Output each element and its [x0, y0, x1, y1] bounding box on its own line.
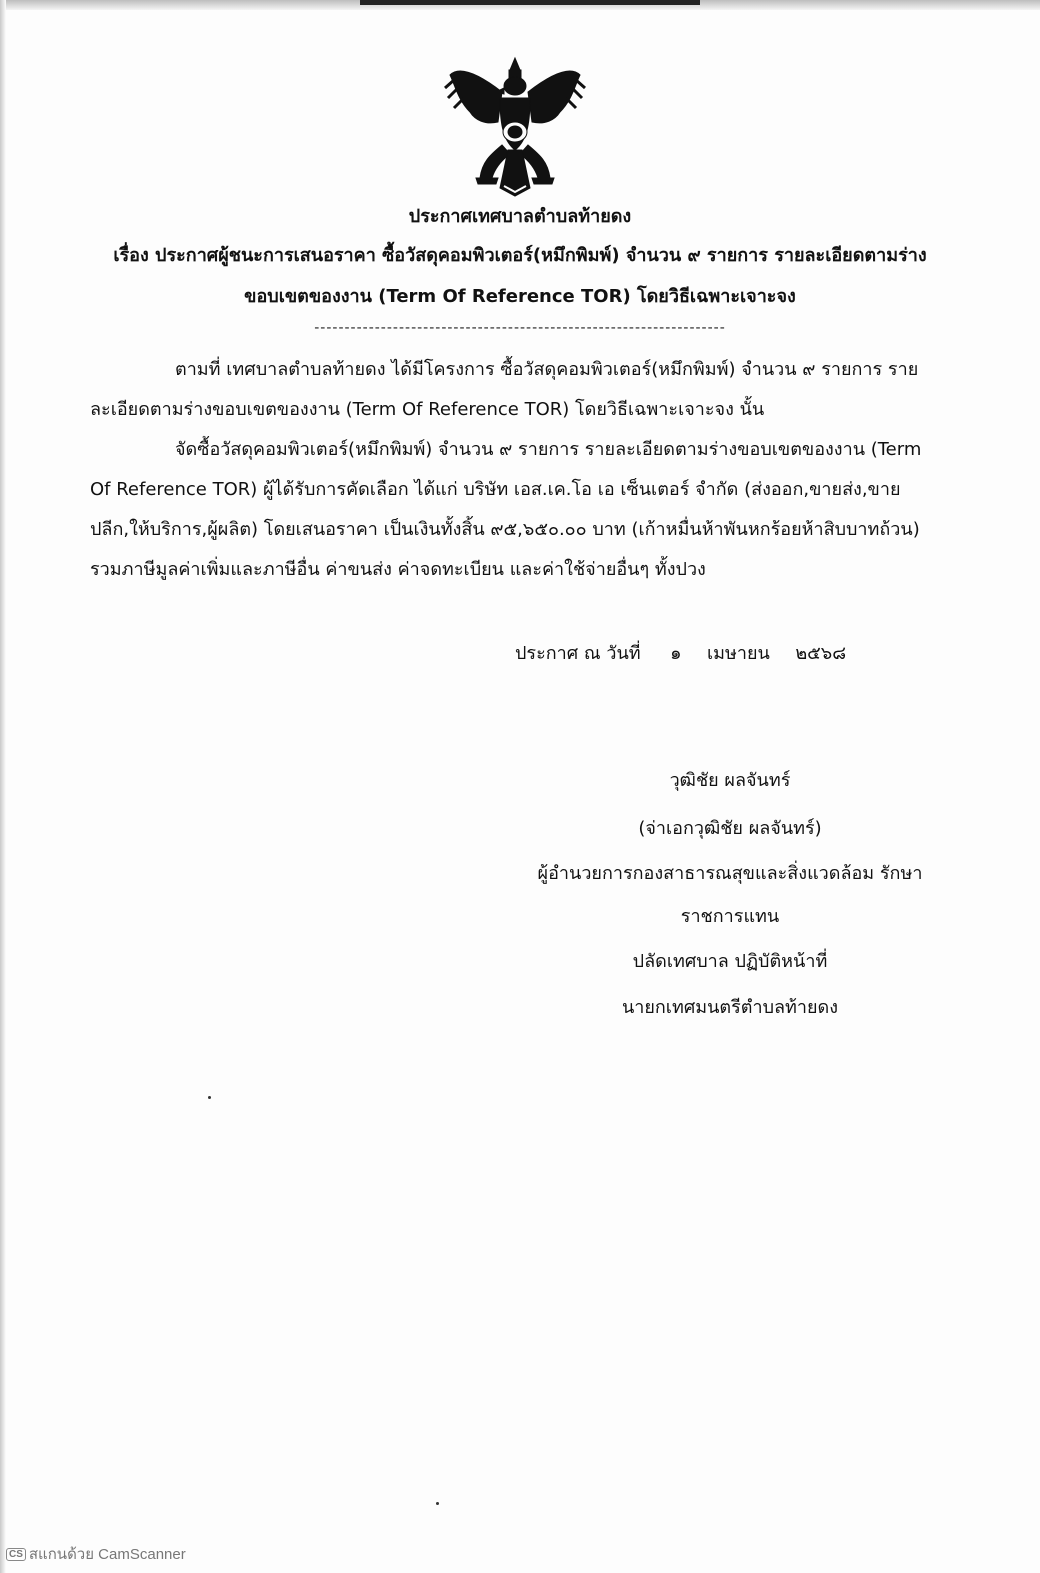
- signatory-position-2: ราชการแทน: [680, 906, 780, 927]
- scan-top-mark: [360, 0, 700, 5]
- signatory-position-3: ปลัดเทศบาล ปฏิบัติหน้าที่: [632, 951, 828, 972]
- subject-line-2: ขอบเขตของงาน (Term Of Reference TOR) โดยวิธีเฉพาะเจาะจง: [244, 286, 796, 307]
- signature-name: วุฒิชัย ผลจันทร์: [669, 770, 791, 791]
- body-paragraph-1: ตามที่ เทศบาลตำบลท้ายดง ได้มีโครงการ ซื้อวัสดุคอมพิวเตอร์(หมึกพิมพ์) จำนวน ๙ รายการ รายละเอียดตามร่างขอบเขตของงาน (Term Of Reference TOR) โดยวิธีเฉพาะเจาะจง นั้น: [90, 359, 919, 420]
- camscanner-logo-icon: CS: [6, 1548, 26, 1561]
- announcement-date: [515, 638, 846, 667]
- signatory-position-1: ผู้อำนวยการกองสาธารณสุขและสิ่งแวดล้อม รักษา: [537, 863, 923, 884]
- watermark-text: สแกนด้วย CamScanner: [28, 1546, 186, 1563]
- camscanner-watermark: [6, 1542, 186, 1566]
- scan-speck: [208, 1096, 211, 1099]
- date-prefix: ประกาศ ณ วันที่: [515, 643, 641, 664]
- date-year: ๒๕๖๘: [795, 643, 847, 664]
- date-day: ๑: [670, 643, 682, 664]
- date-month: เมษายน: [707, 643, 770, 664]
- signatory-full-name: (จ่าเอกวุฒิชัย ผลจันทร์): [638, 818, 822, 839]
- scan-left-edge: [0, 0, 6, 1573]
- subject-line-1: เรื่อง ประกาศผู้ชนะการเสนอราคา ซื้อวัสดุคอมพิวเตอร์(หมึกพิมพ์) จำนวน ๙ รายการ รายละเอียดตามร่าง: [113, 245, 927, 266]
- signatory-position-4: นายกเทศมนตรีตำบลท้ายดง: [621, 997, 839, 1018]
- body-paragraph-2: จัดซื้อวัสดุคอมพิวเตอร์(หมึกพิมพ์) จำนวน ๙ รายการ รายละเอียดตามร่างขอบเขตของงาน (Term Of Reference TOR) ผู้ได้รับการคัดเลือก ได้แก่ บริษัท เอส.เค.โอ เอ เซ็นเตอร์ จำกัด (ส่งออก,ขายส่ง,ขายปลีก,ให้บริการ,ผู้ผลิต) โดยเสนอราคา เป็นเงินทั้งสิ้น ๙๕,๖๕๐.๐๐ บาท (เก้าหมื่นห้าพันหกร้อยห้าสิบบาทถ้วน) รวมภาษีมูลค่าเพิ่มและภาษีอื่น ค่าขนส่ง ค่าจดทะเบียน และค่าใช้จ่ายอื่นๆ ทั้งปวง: [90, 439, 922, 580]
- garuda-emblem-icon: [440, 50, 590, 200]
- separator-line: --------------------------------------------------------------------: [314, 320, 726, 336]
- scan-speck: [436, 1502, 439, 1505]
- office-title: ประกาศเทศบาลตำบลท้ายดง: [408, 206, 632, 227]
